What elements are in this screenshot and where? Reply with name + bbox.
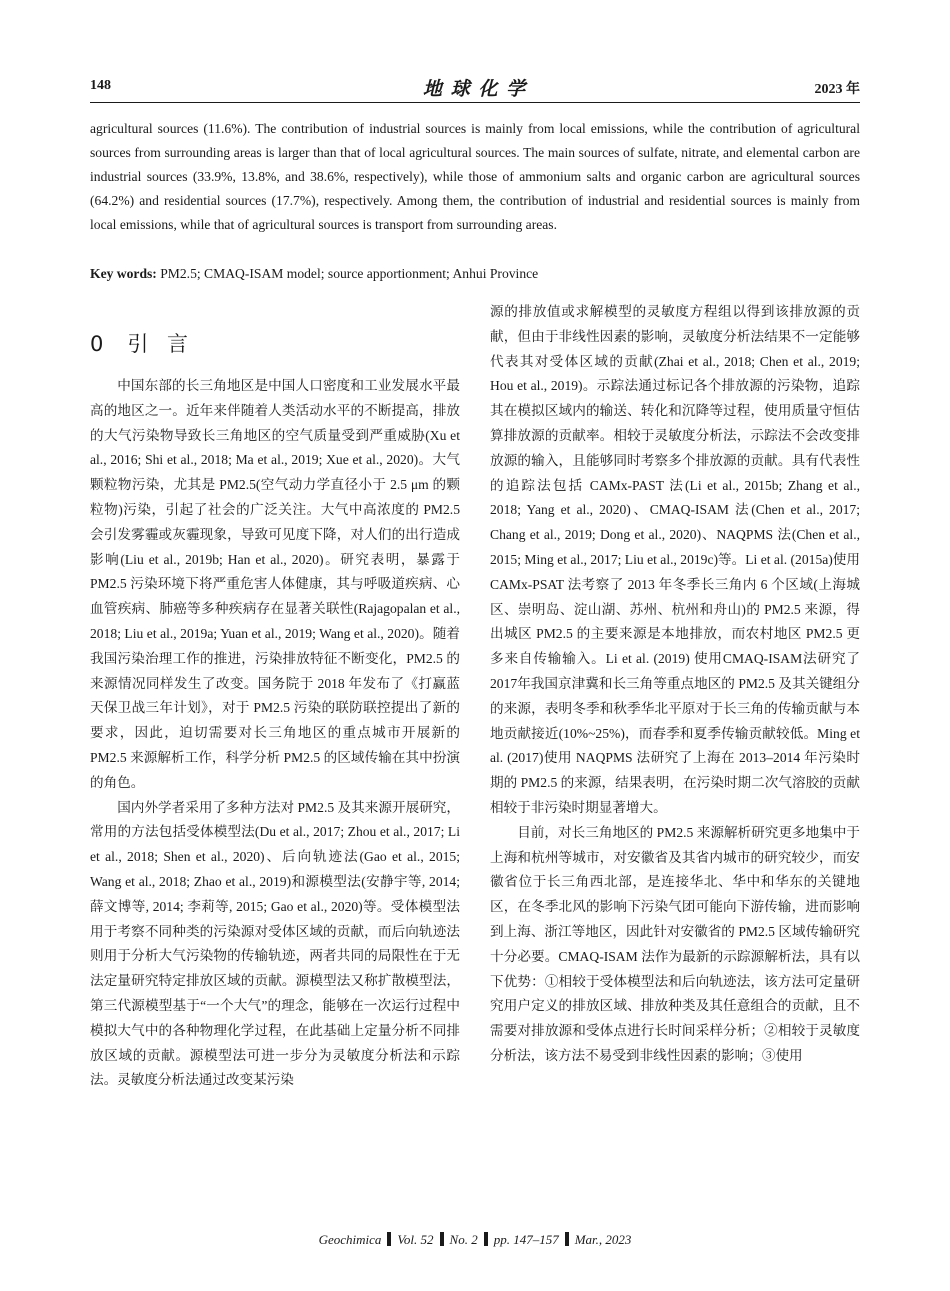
page-footer <box>0 1232 950 1248</box>
footer-separator <box>565 1232 569 1246</box>
abstract-paragraph: agricultural sources (11.6%). The contribution of industrial sources is mainly from local emissions, while the contribution of agricultural sources from surrounding areas is larger than that of local agricultural sources. The main sources of sulfate, nitrate, and elemental carbon are industrial sources (33.9%, 13.8%, and 38.6%, respectively), while those of ammonium salts and organic carbon are agricultural sources (64.2%) and residential sources (17.7%), respectively. Among them, the contribution of industrial and residential sources is mainly from local emissions, while that of agricultural sources is transport from surrounding areas. <box>90 121 860 233</box>
page-header <box>90 74 860 100</box>
publication-year: 2023 年 <box>814 82 860 97</box>
footer-issue: No. 2 <box>449 1232 478 1247</box>
journal-title-logo: 地 球 化 学 <box>422 79 528 100</box>
body-paragraph: 国内外学者采用了多种方法对 PM2.5 及其来源开展研究，常用的方法包括受体模型法(Du et al., 2017; Zhou et al., 2017; Li et al., 2018; Shen et al., 2020)、后向轨迹法(Gao et al., 2015; Wang et al., 2018; Zhao et al., 2019)和源模型法(安静宇等, 2014; 薛文博等, 2014; 李莉等, 2015; Gao et al., 2020)等。受体模型法用于考察不同种类的污染源对受体区域的贡献，而后向轨迹法则用于分析大气污染物的传输轨迹，两者共同的局限性在于无法定量研究特定排放区域的贡献。源模型法又称扩散模型法，第三代源模型基于“一个大气”的理念，能够在一次运行过程中模拟大气中的各种物理化学过程，在此基础上定量分析不同排放区域的贡献。源模型法可进一步分为灵敏度分析法和示踪法。灵敏度分析法通过改变某污染 <box>90 799 460 1088</box>
footer-date: Mar., 2023 <box>574 1232 632 1247</box>
footer-separator <box>387 1232 391 1246</box>
header-divider <box>90 102 860 103</box>
section-title: 引 言 <box>127 332 195 356</box>
body-paragraph: 源的排放值或求解模型的灵敏度方程组以得到该排放源的贡献，但由于非线性因素的影响，灵敏度分析法结果不一定能够代表其对受体区域的贡献(Zhai et al., 2018; Chen et al., 2019; Hou et al., 2019)。示踪法通过标记各个排放源的污染物，追踪其在模拟区域内的输送、转化和沉降等过程，使用质量守恒估算排放源的贡献率。相较于灵敏度分析法，示踪法不会改变排放源的输入，且能够同时考察多个排放源的贡献。具有代表性的追踪法包括 CAMx-PAST 法(Li et al., 2015b; Zhang et al., 2018; Yang et al., 2020)、CMAQ-ISAM 法(Chen et al., 2017; Chang et al., 2019; Dong et al., 2020)、NAQPMS 法(Chen et al., 2015; Ming et al., 2017; Liu et al., 2019c)等。Li et al. (2015a)使用 CAMx-PSAT 法考察了 2013 年冬季长三角内 6 个区域(上海城区、崇明岛、淀山湖、苏州、杭州和舟山)的 PM2.5 来源，得出城区 PM2.5 的主要来源是本地排放，而农村地区 PM2.5 更多来自传输输入。Li et al. (2019) 使用CMAQ-ISAM法研究了2017年我国京津冀和长三角等重点地区的 PM2.5 及其关键组分的来源，表明冬季和秋季华北平原对于长三角的传输贡献与本地贡献接近(10%~25%)，而春季和夏季传输贡献较低。Ming et al. (2017)使用 NAQPMS 法研究了上海在 2013–2014 年污染时期的 PM2.5 的来源，结果表明，在污染时期二次气溶胶的贡献相较于非污染时期显著增大。 <box>490 304 860 815</box>
footer-separator <box>484 1232 488 1246</box>
page-number: 148 <box>90 78 111 93</box>
footer-journal: Geochimica <box>318 1232 382 1247</box>
footer-separator <box>440 1232 444 1246</box>
body-paragraph: 中国东部的长三角地区是中国人口密度和工业发展水平最高的地区之一。近年来伴随着人类活动水平的不断提高，排放的大气污染物导致长三角地区的空气质量受到严重威胁(Xu et al., 2016; Shi et al., 2018; Ma et al., 2019; Xue et al., 2020)。大气颗粒物污染，尤其是 PM2.5(空气动力学直径小于 2.5 μm 的颗粒物)污染，引起了社会的广泛关注。大气中高浓度的 PM2.5 会引发雾霾或灰霾现象，导致可见度下降，对人们的出行造成影响(Liu et al., 2019b; Han et al., 2020)。研究表明，暴露于 PM2.5 污染环境下将严重危害人体健康，其与呼吸道疾病、心血管疾病、肺癌等多种疾病存在显著关联性(Rajagopalan et al., 2018; Liu et al., 2019a; Yuan et al., 2019; Wang et al., 2020)。随着我国污染治理工作的推进，污染排放特征不断变化，PM2.5 的来源情况同样发生了改变。国务院于 2018 年发布了《打赢蓝天保卫战三年计划》，对于 PM2.5 污染的联防联控提出了新的要求，因此，迫切需要对长三角地区的重点城市开展新的 PM2.5 来源解析工作，科学分析 PM2.5 的区域传输在其中扮演的角色。 <box>90 378 460 790</box>
left-column <box>90 374 460 1093</box>
keywords-line <box>90 262 860 286</box>
body-paragraph: 目前，对长三角地区的 PM2.5 来源解析研究更多地集中于上海和杭州等城市，对安徽省及其省内城市的研究较少，而安徽省位于长三角西北部，是连接华北、华中和华东的关键地区，在冬季北风的影响下污染气团可能向下游传输，进而影响到上海、浙江等地区，因此针对安徽省的 PM2.5 区域传输研究十分必要。CMAQ-ISAM 法作为最新的示踪源解析法，具有以下优势：①相较于受体模型法和后向轨迹法，该方法可定量研究用户定义的排放区域、排放种类及其任意组合的贡献，且不需要对排放源和受体点进行长时间采样分析；②相较于灵敏度分析法，该方法不易受到非线性因素的影响；③使用 <box>490 824 860 1063</box>
footer-volume: Vol. 52 <box>397 1232 434 1247</box>
keywords-text: PM2.5; CMAQ-ISAM model; source apportionment; Anhui Province <box>160 266 539 281</box>
footer-pages: pp. 147–157 <box>493 1232 559 1247</box>
section-number: 0 <box>90 332 110 356</box>
keywords-label: Key words: <box>90 266 157 281</box>
section-heading <box>90 328 194 358</box>
right-column <box>490 300 860 1069</box>
